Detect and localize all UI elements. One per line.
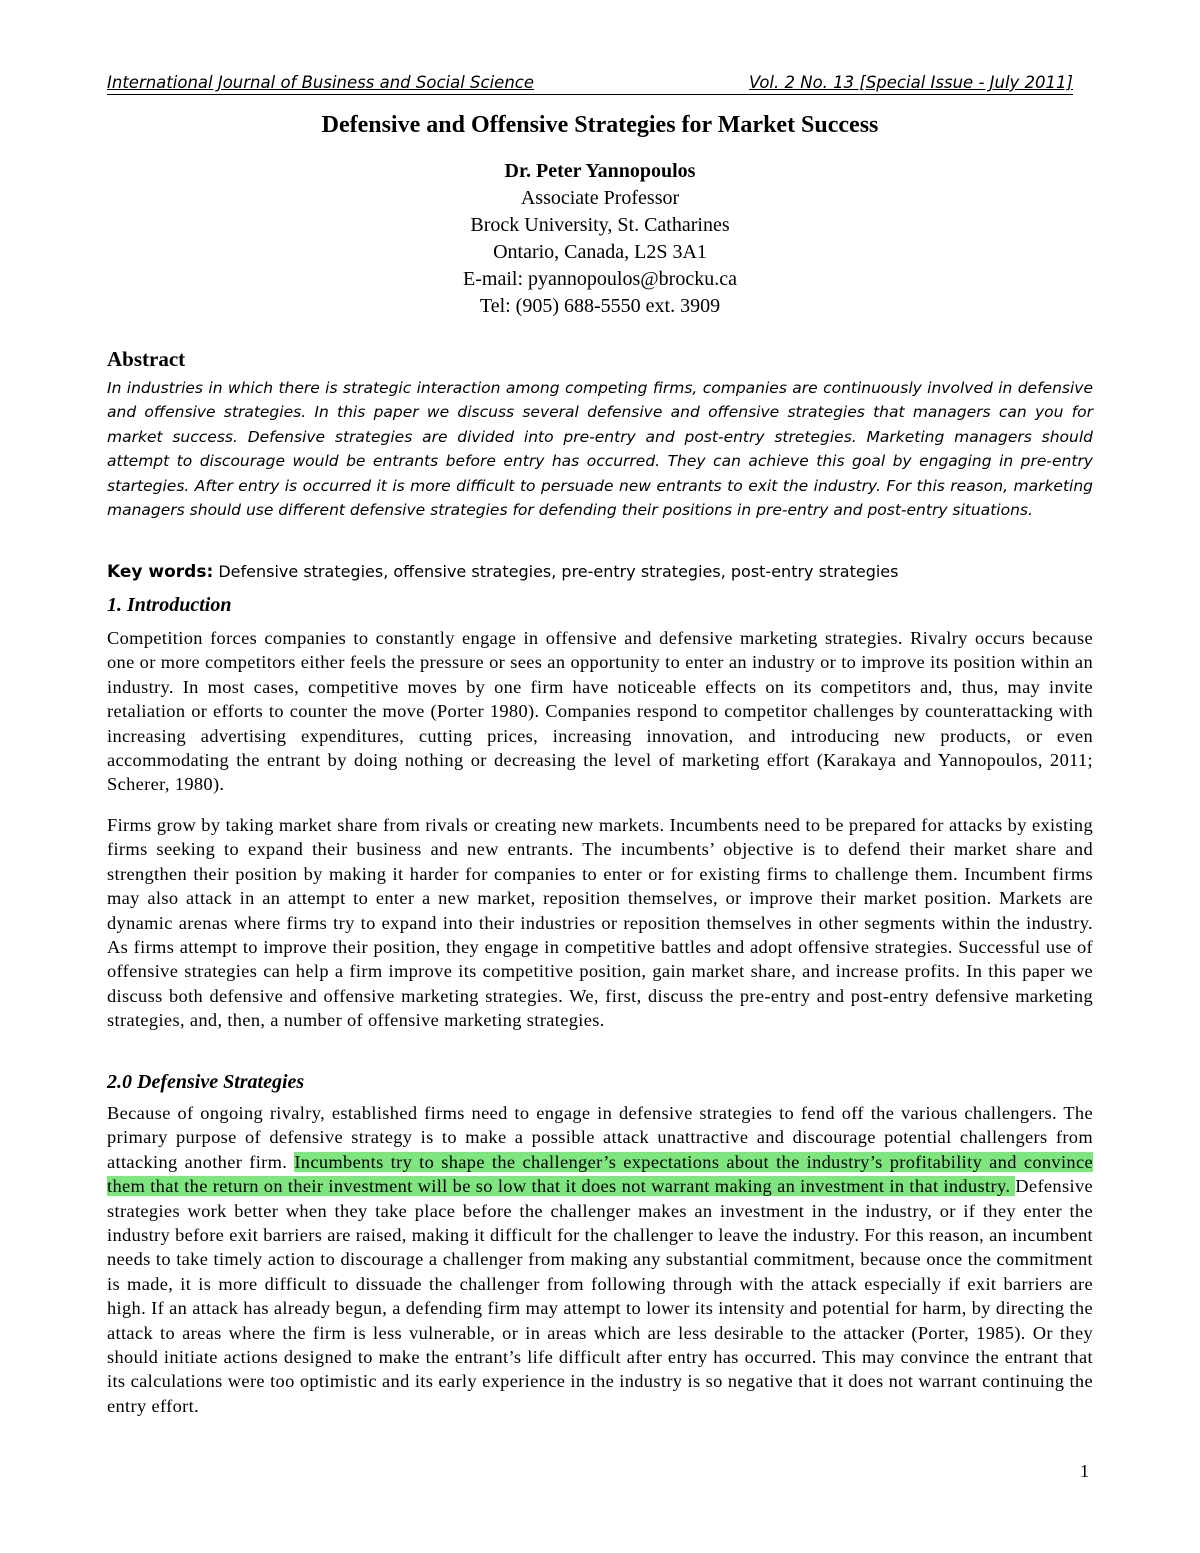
running-header <box>107 72 1073 95</box>
section-heading-introduction: 1. Introduction <box>107 594 232 616</box>
author-email: E-mail: pyannopoulos@brocku.ca <box>463 268 737 290</box>
author-name: Dr. Peter Yannopoulos <box>504 160 696 182</box>
page-number: 1 <box>1080 1461 1089 1481</box>
author-position: Associate Professor <box>520 187 680 209</box>
defensive-text-after: Defensive strategies work better when they take place before the challenger makes an investment in the industry, or if they enter the industry before exit barriers are raised, making it difficult for the challenger to leave the industry. For this reason, an incumbent needs to take timely action to discourage a challenger from making any substantial commitment, because once the commitment is made, it is more difficult to dissuade the challenger from following through with the attack especially if exit barriers are high. If an attack has already begun, a defending firm may attempt to lower its intensity and potential for harm, by directing the attack to areas where the firm is less vulnerable, or in areas which are less desirable to the attacker (Porter, 1985). Or they should initiate actions designed to make the entrant’s life difficult after entry has occurred. This may convince the entrant that its calculations were too optimistic and its early experience in the industry is so negative that it does not warrant continuing the entry effort. <box>107 1176 1093 1416</box>
paper-title: Defensive and Offensive Strategies for Market Success <box>321 112 879 138</box>
author-address: Ontario, Canada, L2S 3A1 <box>493 241 707 263</box>
keywords-text: Defensive strategies, offensive strategies, pre-entry strategies, post-entry strategies <box>218 562 899 581</box>
issue-info: Vol. 2 No. 13 [Special Issue - July 2011] <box>749 73 1073 92</box>
section-heading-defensive: 2.0 Defensive Strategies <box>107 1071 305 1093</box>
defensive-text-before: Because of ongoing rivalry, established firms need to engage in defensive strategies to fend off the various challengers. The primary purpose of defensive strategy is to make a possible attack unattractive and discourage potential challengers from attacking another firm. <box>107 1103 1093 1172</box>
author-block <box>0 158 1200 320</box>
author-affiliation: Brock University, St. Catharines <box>470 214 730 236</box>
keywords-label: Key words: <box>107 562 214 582</box>
highlighted-text: Incumbents try to shape the challenger’s expectations about the industry’s profitability and convince them that the return on their investment will be so low that it does not warrant making an investment in that industry. <box>107 1151 1093 1197</box>
author-phone: Tel: (905) 688-5550 ext. 3909 <box>479 295 721 317</box>
abstract-text: In industries in which there is strategic interaction among competing firms, companies are continuously involved in defensive and offensive strategies. In this paper we discuss several defensive and offensive strategies that managers can you for market success. Defensive strategies are divided into pre-entry and post-entry stretegies. Marketing managers should attempt to discourage would be entrants before entry has occurred. They can achieve this goal by engaging in pre-entry startegies. After entry is occurred it is more difficult to persuade new entrants to exit the industry. For this reason, marketing managers should use different defensive strategies for defending their positions in pre-entry and post-entry situations. <box>107 379 1093 520</box>
intro-paragraph-2: Firms grow by taking market share from rivals or creating new markets. Incumbents need to be prepared for attacks by existing firms seeking to expand their business and new entrants. The incumbents’ objective is to defend their market share and strengthen their position by making it harder for companies to enter or for existing firms to challenge them. Incumbent firms may also attack in an attempt to enter a new market, reposition themselves, or improve their market position. Markets are dynamic arenas where firms try to expand into their industries or reposition themselves in other segments within the industry. As firms attempt to improve their position, they engage in competitive battles and adopt offensive strategies. Successful use of offensive strategies can help a firm improve its competitive position, gain market share, and increase profits. In this paper we discuss both defensive and offensive marketing strategies. We, first, discuss the pre-entry and post-entry defensive marketing strategies, and, then, a number of offensive marketing strategies. <box>107 815 1093 1031</box>
abstract-heading: Abstract <box>107 347 186 371</box>
journal-name: International Journal of Business and Social Science <box>107 73 535 92</box>
defensive-paragraph <box>107 1101 1093 1418</box>
intro-paragraph-1: Competition forces companies to constantly engage in offensive and defensive marketing strategies. Rivalry occurs because one or more competitors either feels the pressure or sees an opportunity to enter an industry or to improve its position within an industry. In most cases, competitive moves by one firm have noticeable effects on its competitors and, thus, may invite retaliation or efforts to counter the move (Porter 1980). Companies respond to competitor challenges by counterattacking with increasing advertising expenditures, cutting prices, increasing innovation, and introducing new products, or even accommodating the entrant by doing nothing or decreasing the level of marketing effort (Karakaya and Yannopoulos, 2011; Scherer, 1980). <box>107 628 1093 795</box>
keywords-line <box>107 560 1093 584</box>
